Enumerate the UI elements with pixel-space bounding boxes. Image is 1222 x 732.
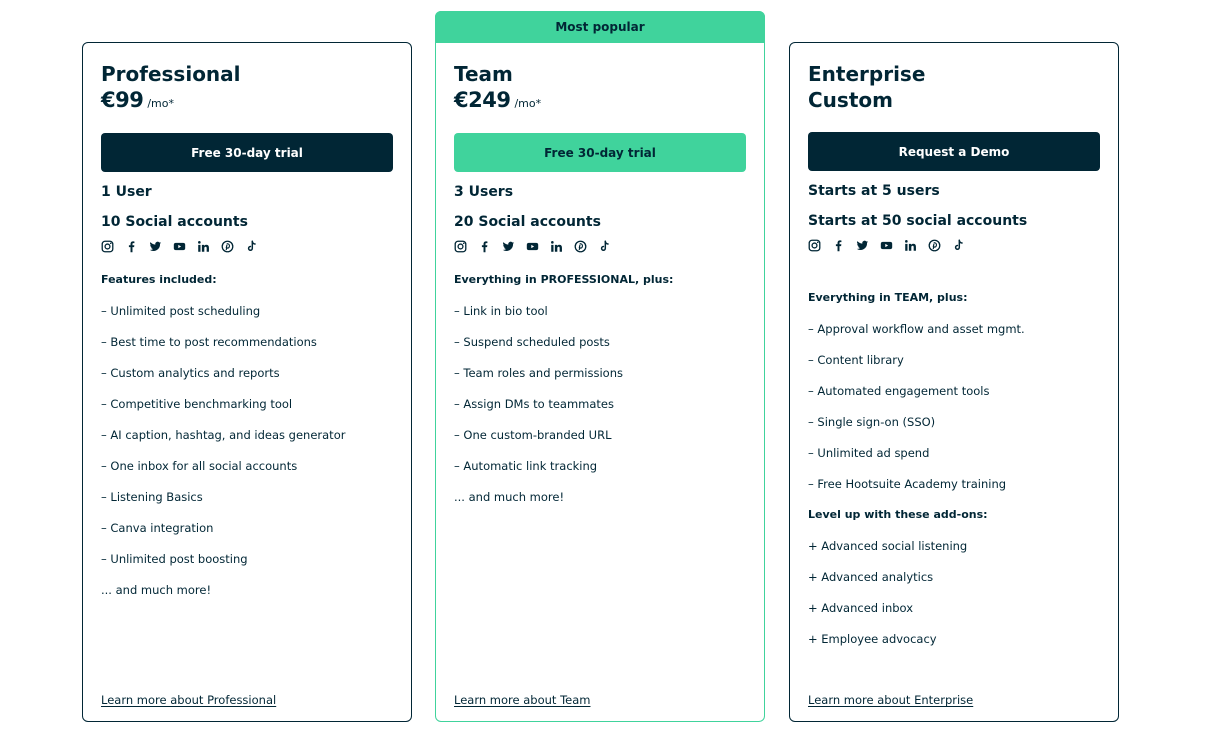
- feature-item: – One inbox for all social accounts: [101, 459, 298, 473]
- free-trial-button[interactable]: Free 30-day trial: [454, 133, 746, 172]
- learn-more-enterprise-link[interactable]: Learn more about Enterprise: [808, 693, 974, 707]
- facebook-icon: [478, 240, 491, 253]
- addon-item: + Employee advocacy: [808, 632, 937, 646]
- tiktok-icon: [952, 239, 965, 252]
- feature-item: – Free Hootsuite Academy training: [808, 477, 1007, 491]
- plan-name: Enterprise: [808, 62, 926, 86]
- youtube-icon: [526, 240, 539, 253]
- addon-item: + Advanced social listening: [808, 539, 968, 553]
- twitter-icon: [149, 240, 162, 253]
- price-line: [101, 88, 393, 114]
- feature-item: – Automated engagement tools: [808, 384, 990, 398]
- feature-item: – Single sign-on (SSO): [808, 415, 936, 429]
- tiktok-icon: [598, 240, 611, 253]
- feature-item: – AI caption, hashtag, and ideas generator: [101, 428, 346, 442]
- features-list: [454, 304, 746, 504]
- features-title: Features included:: [101, 273, 217, 286]
- feature-item: – Unlimited post scheduling: [101, 304, 261, 318]
- feature-item: – Best time to post recommendations: [101, 335, 317, 349]
- feature-item: – Automatic link tracking: [454, 459, 598, 473]
- linkedin-icon: [904, 239, 917, 252]
- users-count: 3 Users: [454, 184, 514, 200]
- feature-item: – Link in bio tool: [454, 304, 548, 318]
- features-list: [808, 322, 1100, 491]
- addons-list: [808, 539, 1100, 646]
- plan-price: €99: [101, 88, 144, 112]
- social-icons-row: [808, 238, 1100, 252]
- feature-item: – Content library: [808, 353, 904, 367]
- social-icons-row: [101, 239, 393, 253]
- features-title: Everything in PROFESSIONAL, plus:: [454, 273, 674, 286]
- feature-item: ... and much more!: [454, 490, 565, 504]
- instagram-icon: [454, 240, 467, 253]
- social-icons-row: [454, 239, 746, 253]
- plan-name: Team: [454, 62, 513, 86]
- feature-item: – Competitive benchmarking tool: [101, 397, 293, 411]
- request-demo-button[interactable]: Request a Demo: [808, 132, 1100, 171]
- price-period: /mo*: [514, 97, 542, 110]
- price-line: [454, 88, 746, 114]
- plan-price: €249: [454, 88, 511, 112]
- features-title: Everything in TEAM, plus:: [808, 291, 968, 304]
- plan-price-custom: Custom: [808, 88, 893, 112]
- learn-more-professional-link[interactable]: Learn more about Professional: [101, 693, 277, 707]
- addons-title: Level up with these add-ons:: [808, 508, 988, 521]
- features-list: [101, 304, 393, 597]
- feature-item: – Assign DMs to teammates: [454, 397, 614, 411]
- feature-item: – Unlimited post boosting: [101, 552, 248, 566]
- feature-item: – Suspend scheduled posts: [454, 335, 610, 349]
- pinterest-icon: [221, 240, 234, 253]
- plan-card-team: [435, 11, 765, 722]
- addon-item: + Advanced analytics: [808, 570, 934, 584]
- feature-item: ... and much more!: [101, 583, 212, 597]
- most-popular-banner: Most popular: [435, 11, 765, 43]
- plan-card-professional: [82, 42, 412, 722]
- feature-item: – One custom-branded URL: [454, 428, 612, 442]
- social-accounts-count: 20 Social accounts: [454, 214, 601, 230]
- social-accounts-count: 10 Social accounts: [101, 214, 248, 230]
- social-accounts-count: Starts at 50 social accounts: [808, 213, 1028, 229]
- users-count: Starts at 5 users: [808, 183, 940, 199]
- facebook-icon: [832, 239, 845, 252]
- facebook-icon: [125, 240, 138, 253]
- pinterest-icon: [574, 240, 587, 253]
- feature-item: – Approval workflow and asset mgmt.: [808, 322, 1025, 336]
- feature-item: – Canva integration: [101, 521, 214, 535]
- feature-item: – Listening Basics: [101, 490, 203, 504]
- feature-item: – Unlimited ad spend: [808, 446, 930, 460]
- tiktok-icon: [245, 240, 258, 253]
- users-count: 1 User: [101, 184, 152, 200]
- instagram-icon: [101, 240, 114, 253]
- linkedin-icon: [197, 240, 210, 253]
- instagram-icon: [808, 239, 821, 252]
- youtube-icon: [880, 239, 893, 252]
- free-trial-button[interactable]: Free 30-day trial: [101, 133, 393, 172]
- twitter-icon: [856, 239, 869, 252]
- addon-item: + Advanced inbox: [808, 601, 914, 615]
- linkedin-icon: [550, 240, 563, 253]
- plan-card-enterprise: [789, 42, 1119, 722]
- youtube-icon: [173, 240, 186, 253]
- learn-more-team-link[interactable]: Learn more about Team: [454, 693, 591, 707]
- feature-item: – Custom analytics and reports: [101, 366, 280, 380]
- twitter-icon: [502, 240, 515, 253]
- price-period: /mo*: [147, 97, 174, 110]
- plan-name: Professional: [101, 62, 241, 86]
- feature-item: – Team roles and permissions: [454, 366, 623, 380]
- pinterest-icon: [928, 239, 941, 252]
